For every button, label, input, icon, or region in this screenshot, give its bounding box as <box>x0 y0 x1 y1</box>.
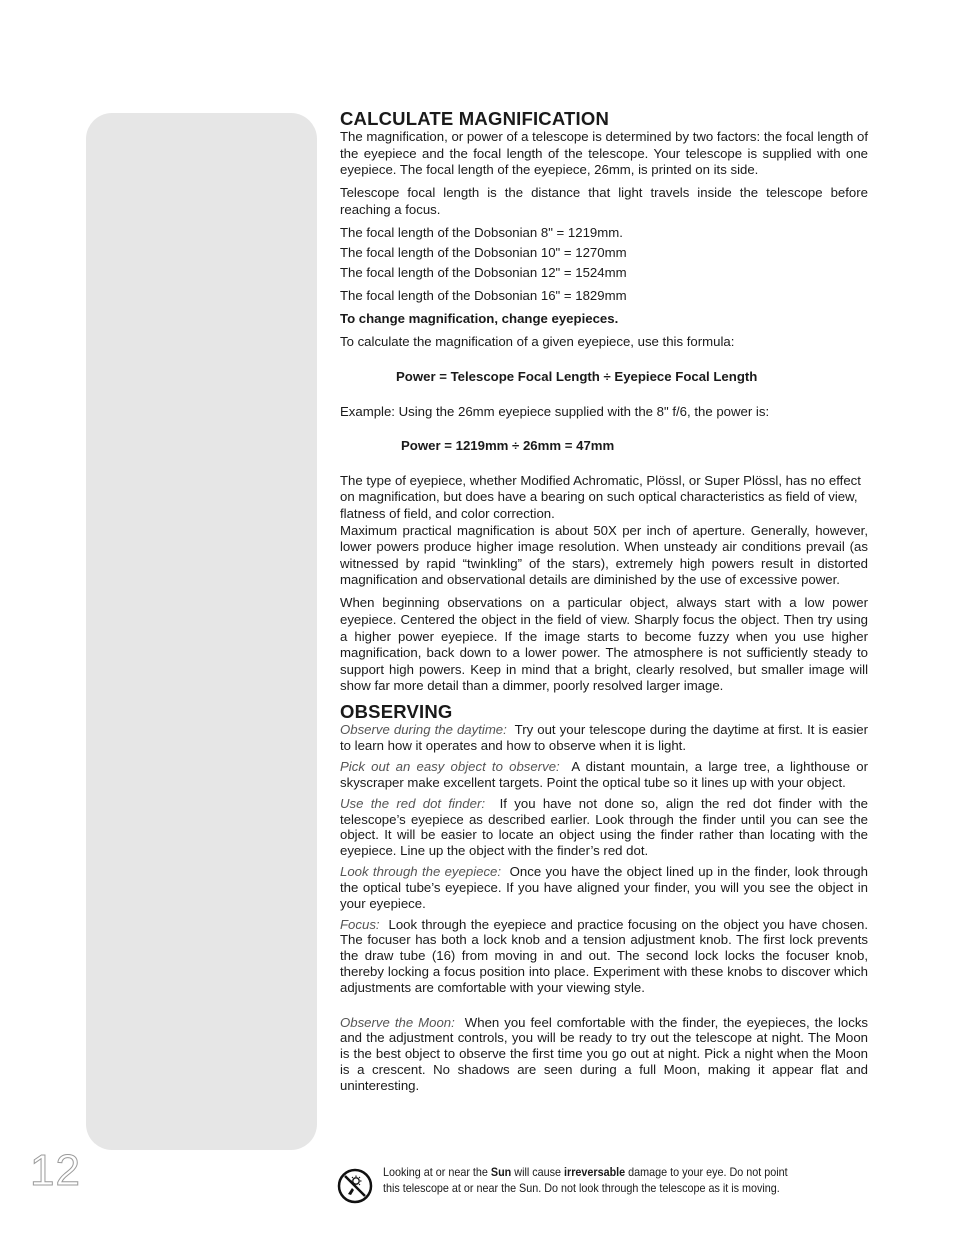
observing-item-text: Try out your telescope during the daytime at first. It is easier to learn how it operates and how to observe when it is light. <box>340 722 868 753</box>
observing-item <box>340 917 868 996</box>
spec-16in: The focal length of the Dobsonian 16" = 1829mm <box>340 288 627 304</box>
observing-item-text: When you feel comfortable with the finder, the eyepieces, the locks and the adjustment controls, you will be ready to try out the telescope at night. The Moon is the best object to observe the first time you go out at night. Pick a night when the Moon is a crescent. No shadows are seen during a full Moon, making it appear flat and uninteresting. <box>340 1014 869 1093</box>
warning-text <box>383 1165 820 1197</box>
observing-item-text: If you have not done so, align the red dot finder with the telescope’s eyepiece as described earlier. Look through the finder until you can see the object. It will be easier to locate an object using the finder rather than locating with the eyepiece. Line up the object with the finder’s red dot. <box>340 795 869 858</box>
main-content <box>340 108 868 1099</box>
power-formula: Power = Telescope Focal Length ÷ Eyepiece Focal Length <box>396 369 758 385</box>
observing-item-text: Look through the eyepiece and practice focusing on the object you have chosen. The focuser has both a lock knob and a tension adjustment knob. The first lock prevents the draw tube (16) from moving in and out. The second lock locks the focuser knob, thereby locking a focus position into place. Experiment with these knobs to discover which adjustments are comfortable with your viewing style. <box>340 916 868 995</box>
intro-paragraph: The magnification, or power of a telescope is determined by two factors: the focal length of the eyepiece and the focal length of the telescope. Your telescope is supplied with one eyepiece. The focal length of the eyepiece, 26mm, is printed on its side. <box>340 129 868 178</box>
max-magnification-paragraph: Maximum practical magnification is about 50X per inch of aperture. Generally, however, lower powers produce higher image resolution. When unsteady air conditions prevail (as witnessed by rapid “twinkling” of the stars), extremely high powers result in distorted magnification and observational details are diminished by the use of excessive power. <box>340 522 868 588</box>
no-sun-viewing-icon <box>337 1168 373 1204</box>
observing-item-lead: Use the red dot finder: <box>340 795 486 811</box>
spec-8in: The focal length of the Dobsonian 8" = 1219mm. <box>340 224 623 240</box>
observing-item-lead: Observe during the daytime: <box>340 722 507 738</box>
observing-item-text: Once you have the object lined up in the finder, look through the optical tube’s eyepiece. If you have aligned your finder, you will you see the object in your eyepiece. <box>340 864 868 911</box>
spacer <box>340 1001 868 1015</box>
observing-item-lead: Pick out an easy object to observe: <box>340 758 560 774</box>
observing-item <box>340 722 868 753</box>
sidebar-panel <box>86 113 317 1150</box>
observing-item <box>340 864 868 911</box>
example-formula: Power = 1219mm ÷ 26mm = 47mm <box>401 438 615 454</box>
observing-heading: OBSERVING <box>340 701 453 723</box>
observing-item <box>340 1015 868 1094</box>
warning-text-part: will cause <box>511 1166 565 1179</box>
focal-length-definition: Telescope focal length is the distance that light travels inside the telescope before reaching a focus. <box>340 185 868 217</box>
warning-line-2: this telescope at or near the Sun. Do not look through the telescope as it is moving. <box>383 1182 780 1195</box>
page-number: 12 <box>30 1146 81 1195</box>
formula-intro: To calculate the magnification of a given eyepiece, use this formula: <box>340 334 735 350</box>
observing-item-lead: Focus: <box>340 916 380 932</box>
calculate-magnification-heading: CALCULATE MAGNIFICATION <box>340 108 610 129</box>
observing-item-lead: Look through the eyepiece: <box>340 864 502 880</box>
sun-warning <box>337 1165 857 1207</box>
warning-irreversable-word: irreversable <box>564 1166 626 1179</box>
spec-12in: The focal length of the Dobsonian 12" = 1524mm <box>340 265 627 281</box>
spec-10in: The focal length of the Dobsonian 10" = 1270mm <box>340 245 627 261</box>
warning-text-part: damage to your eye. Do not point <box>625 1166 788 1179</box>
eyepiece-type-paragraph: The type of eyepiece, whether Modified Achromatic, Plössl, or Super Plössl, has no effect on magnification, but does have a bearing on such optical characteristics as field of view, flatness of field, and color correction. <box>340 472 861 521</box>
warning-sun-word: Sun <box>490 1166 512 1179</box>
example-intro: Example: Using the 26mm eyepiece supplied with the 8" f/6, the power is: <box>340 403 770 419</box>
observing-item <box>340 759 868 790</box>
beginning-observations-paragraph: When beginning observations on a particular object, always start with a low power eyepiece. Centered the object in the field of view. Sharply focus the object. Then try using a higher power eyepiece. If the image starts to become fuzzy when you use higher magnification, back down to a lower power. The atmosphere is not sufficiently steady to support high powers. Keep in mind that a bright, clearly resolved, but smaller image will show far more detail than a dimmer, poorly resolved larger image. <box>340 595 868 694</box>
observing-list <box>340 722 868 1093</box>
observing-item <box>340 796 868 859</box>
change-eyepieces-tip: To change magnification, change eyepieces. <box>340 311 619 327</box>
warning-text-part: Looking at or near the <box>383 1166 491 1179</box>
observing-item-lead: Observe the Moon: <box>340 1014 455 1030</box>
observing-item-text: A distant mountain, a large tree, a lighthouse or skyscraper make excellent targets. Point the optical tube so it lines up with your object. <box>340 758 868 790</box>
